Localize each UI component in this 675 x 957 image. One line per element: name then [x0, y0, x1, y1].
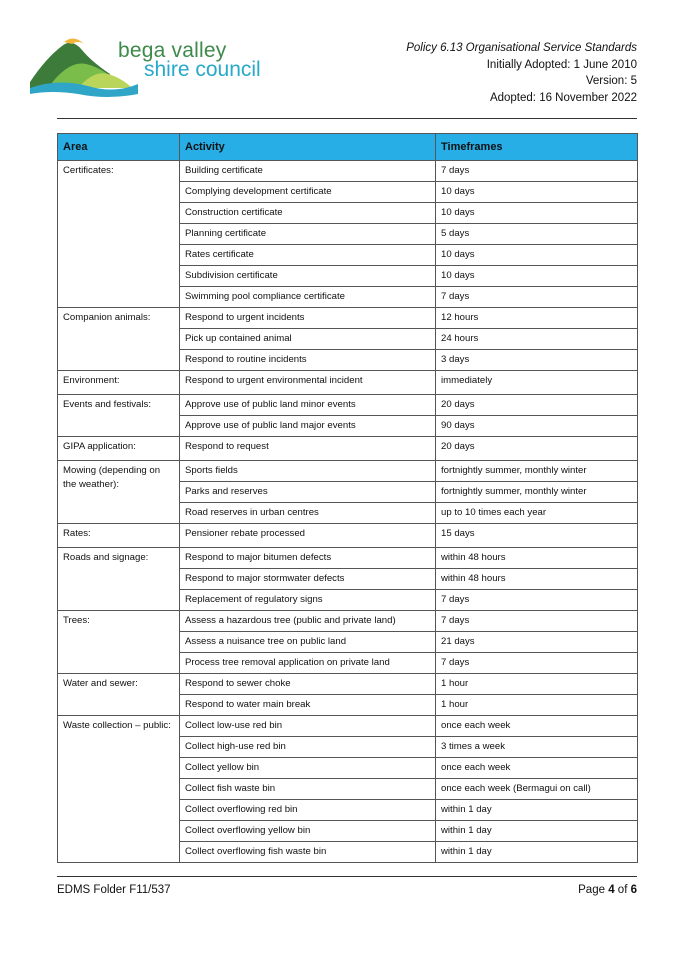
activity-cell: Planning certificate: [180, 224, 436, 245]
activity-cell: Pensioner rebate processed: [180, 524, 436, 548]
activity-cell: Respond to request: [180, 437, 436, 461]
activity-cell: Respond to major stormwater defects: [180, 569, 436, 590]
area-cell: Rates:: [58, 524, 180, 548]
logo-line-2: shire council: [144, 58, 261, 81]
timeframe-cell: 7 days: [436, 653, 638, 674]
timeframe-cell: once each week: [436, 758, 638, 779]
area-cell: Events and festivals:: [58, 395, 180, 437]
activity-cell: Respond to sewer choke: [180, 674, 436, 695]
area-cell: Water and sewer:: [58, 674, 180, 716]
activity-cell: Assess a nuisance tree on public land: [180, 632, 436, 653]
timeframe-cell: 21 days: [436, 632, 638, 653]
timeframe-cell: 7 days: [436, 287, 638, 308]
activity-cell: Assess a hazardous tree (public and private land): [180, 611, 436, 632]
activity-cell: Collect low-use red bin: [180, 716, 436, 737]
area-cell: Companion animals:: [58, 308, 180, 371]
activity-cell: Subdivision certificate: [180, 266, 436, 287]
timeframe-cell: once each week (Bermagui on call): [436, 779, 638, 800]
timeframe-cell: 1 hour: [436, 674, 638, 695]
activity-cell: Road reserves in urban centres: [180, 503, 436, 524]
table-row: [58, 674, 638, 695]
timeframe-cell: 10 days: [436, 203, 638, 224]
logo-text: [118, 40, 261, 80]
table-row: [58, 395, 638, 416]
activity-cell: Collect high-use red bin: [180, 737, 436, 758]
activity-cell: Building certificate: [180, 161, 436, 182]
activity-cell: Sports fields: [180, 461, 436, 482]
activity-cell: Swimming pool compliance certificate: [180, 287, 436, 308]
timeframe-cell: within 1 day: [436, 800, 638, 821]
timeframe-cell: 20 days: [436, 437, 638, 461]
document-header: [406, 40, 637, 106]
activity-cell: Parks and reserves: [180, 482, 436, 503]
column-header-activity: Activity: [180, 134, 436, 161]
timeframe-cell: 7 days: [436, 590, 638, 611]
adopted-date: Adopted: 16 November 2022: [489, 91, 637, 104]
table-header-row: [58, 134, 638, 161]
timeframe-cell: within 1 day: [436, 842, 638, 863]
activity-cell: Respond to water main break: [180, 695, 436, 716]
activity-cell: Approve use of public land minor events: [180, 395, 436, 416]
timeframe-cell: 10 days: [436, 266, 638, 287]
area-cell: Trees:: [58, 611, 180, 674]
activity-cell: Complying development certificate: [180, 182, 436, 203]
page-mid: of: [614, 884, 631, 896]
timeframe-cell: up to 10 times each year: [436, 503, 638, 524]
logo-line-1: bega valley: [118, 39, 227, 62]
page-number: [578, 884, 637, 896]
timeframe-cell: 24 hours: [436, 329, 638, 350]
activity-cell: Respond to major bitumen defects: [180, 548, 436, 569]
activity-cell: Collect overflowing fish waste bin: [180, 842, 436, 863]
table-row: [58, 524, 638, 548]
timeframe-cell: 10 days: [436, 182, 638, 203]
timeframe-cell: 1 hour: [436, 695, 638, 716]
activity-cell: Collect fish waste bin: [180, 779, 436, 800]
table-row: [58, 716, 638, 737]
table-row: [58, 611, 638, 632]
timeframe-cell: fortnightly summer, monthly winter: [436, 461, 638, 482]
timeframe-cell: within 48 hours: [436, 548, 638, 569]
service-standards-table: [57, 133, 638, 863]
policy-title: Policy 6.13 Organisational Service Standards: [406, 42, 637, 54]
activity-cell: Collect yellow bin: [180, 758, 436, 779]
version: Version: 5: [585, 75, 637, 87]
activity-cell: Replacement of regulatory signs: [180, 590, 436, 611]
timeframe-cell: 5 days: [436, 224, 638, 245]
activity-cell: Pick up contained animal: [180, 329, 436, 350]
area-cell: Certificates:: [58, 161, 180, 308]
table-row: [58, 461, 638, 482]
table-row: [58, 161, 638, 182]
timeframe-cell: 20 days: [436, 395, 638, 416]
table-row: [58, 371, 638, 395]
timeframe-cell: 90 days: [436, 416, 638, 437]
edms-folder: EDMS Folder F11/537: [57, 884, 171, 896]
area-cell: Roads and signage:: [58, 548, 180, 611]
area-cell: Environment:: [58, 371, 180, 395]
activity-cell: Approve use of public land major events: [180, 416, 436, 437]
timeframe-cell: fortnightly summer, monthly winter: [436, 482, 638, 503]
timeframe-cell: 7 days: [436, 611, 638, 632]
area-cell: Waste collection – public:: [58, 716, 180, 863]
area-cell: Mowing (depending on the weather):: [58, 461, 180, 524]
page-current: 4: [608, 884, 615, 896]
table-row: [58, 437, 638, 461]
timeframe-cell: 3 days: [436, 350, 638, 371]
table-row: [58, 308, 638, 329]
page-total: 6: [630, 884, 637, 896]
timeframe-cell: immediately: [436, 371, 638, 395]
timeframe-cell: 7 days: [436, 161, 638, 182]
activity-cell: Collect overflowing red bin: [180, 800, 436, 821]
activity-cell: Collect overflowing yellow bin: [180, 821, 436, 842]
timeframe-cell: 3 times a week: [436, 737, 638, 758]
header-divider: [57, 118, 637, 119]
activity-cell: Process tree removal application on private land: [180, 653, 436, 674]
initially-adopted: Initially Adopted: 1 June 2010: [486, 58, 637, 71]
timeframe-cell: within 48 hours: [436, 569, 638, 590]
activity-cell: Construction certificate: [180, 203, 436, 224]
column-header-timeframes: Timeframes: [436, 134, 638, 161]
area-cell: GIPA application:: [58, 437, 180, 461]
activity-cell: Respond to urgent environmental incident: [180, 371, 436, 395]
activity-cell: Respond to routine incidents: [180, 350, 436, 371]
page-prefix: Page: [578, 884, 609, 896]
table-body: [58, 161, 638, 863]
activity-cell: Respond to urgent incidents: [180, 308, 436, 329]
timeframe-cell: 15 days: [436, 524, 638, 548]
table-row: [58, 548, 638, 569]
timeframe-cell: 12 hours: [436, 308, 638, 329]
timeframe-cell: within 1 day: [436, 821, 638, 842]
timeframe-cell: 10 days: [436, 245, 638, 266]
timeframe-cell: once each week: [436, 716, 638, 737]
column-header-area: Area: [58, 134, 180, 161]
activity-cell: Rates certificate: [180, 245, 436, 266]
footer-divider: [57, 876, 637, 877]
